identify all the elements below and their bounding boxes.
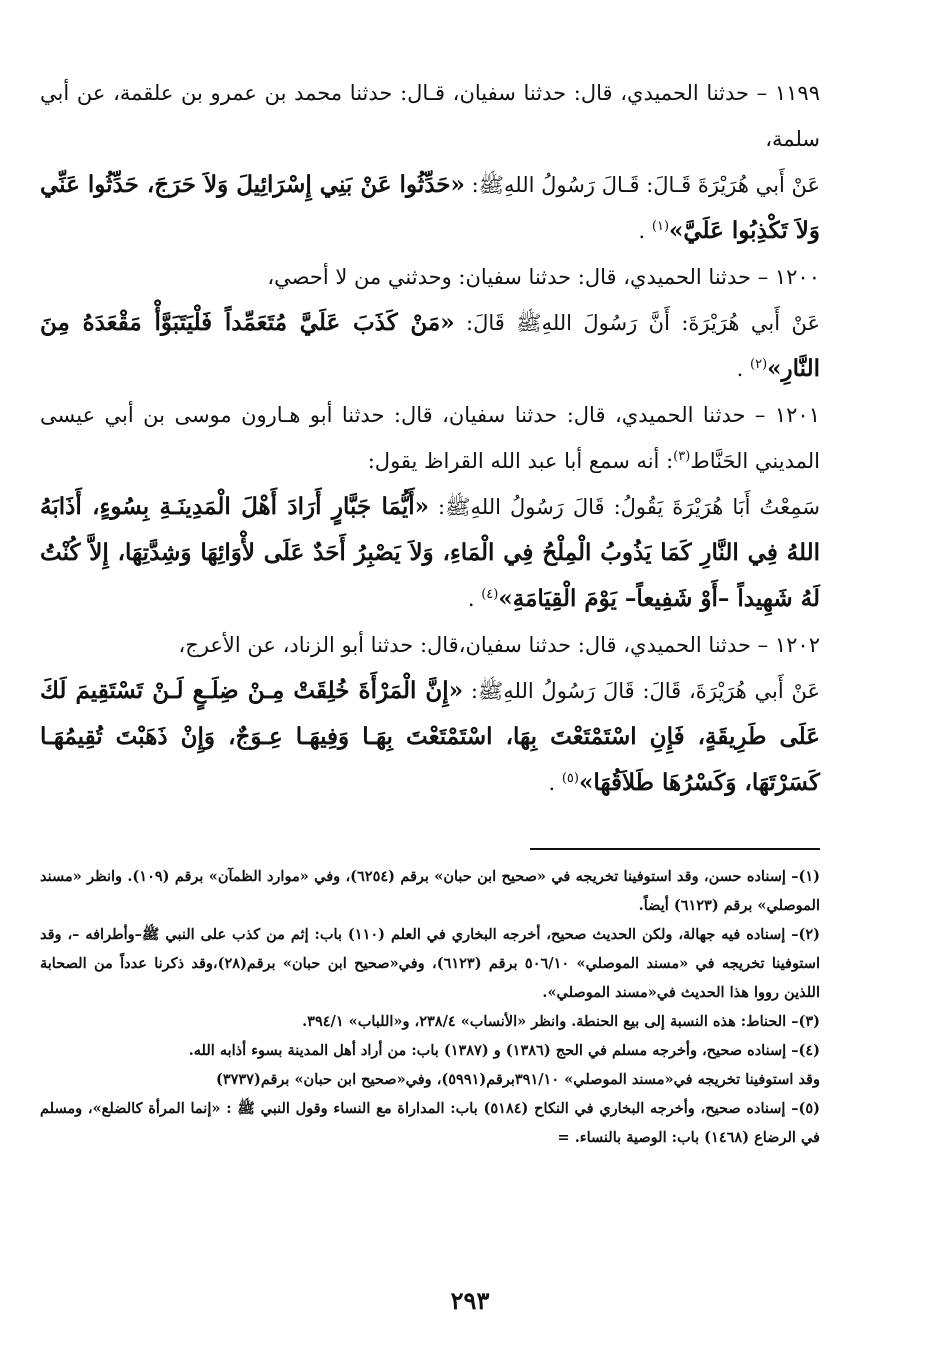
hadith-text: «حَدِّثُوا عَنْ بَنِي إِسْرَائِيلَ وَلاَ حَرَجَ، حَدِّثُوا عَنِّي وَلاَ تَكْذِبُوا عَلَيَّ» [40, 171, 820, 244]
footnote-ref: (٤) [481, 587, 499, 602]
footnote-2: (٢)– إسناده فيه جهالة، ولكن الحديث صحيح، أخرجه البخاري في العلم (١١٠) باب: إثم من كذب على النبي ﷺ–وأطرافه –، وقد استوفينا تخريجه في «مسند الموصلي» ٥٠٦/١٠ برقم (٦١٢٣)، وفي«صحيح ابن حبان» برقم(٢٨)،وقد ذكرنا عدداً من الصحابة اللذين رووا هذا الحديث في«مسند الموصلي». [40, 926, 820, 1001]
footnotes [40, 862, 820, 1152]
hadith-1199-matn [40, 162, 820, 254]
hadith-1199-isnad [40, 70, 820, 162]
narration-intro: عَنْ أَبي هُرَيْرَةَ، قَالَ: قَالَ رَسُولُ اللهِﷺ: [463, 679, 820, 703]
footnote-5: (٥)– إسناده صحيح، وأخرجه البخاري في النكاح (٥١٨٤) باب: المداراة مع النساء وقول النبي ﷺ : «إنما المرأة كالضلع»، ومسلم في الرضاع (١٤٦٨) باب: الوصية بالنساء. = [40, 1100, 820, 1146]
hadith-1201-matn [40, 484, 820, 622]
narration-intro: عَنْ أَبي هُرَيْرَةَ قَـالَ: قَـالَ رَسُولُ اللهِﷺ: [464, 173, 820, 197]
paragraph-text: ١٢٠١ – حدثنا الحميدي، قال: حدثنا سفيان، قال: حدثنا أبو هـارون موسى بن أبي عيسى المديني الحَنَّاط [40, 403, 820, 473]
hadith-text: «مَنْ كَذَبَ عَلَيَّ مُتَعَمِّداً فَلْيَتَبَوَّأْ مَقْعَدَهُ مِنَ النَّارِ» [40, 309, 820, 382]
hadith-1201-isnad [40, 392, 820, 484]
footnote-4-continued: وقد استوفينا تخريجه في«مسند الموصلي» ٣٩١/١٠برقم(٥٩٩١)، وفي«صحيح ابن حبان» برقم(٣٧٣٧) [215, 1071, 820, 1088]
hadith-1200-isnad [40, 254, 820, 300]
footnote-ref: (١) [651, 219, 670, 234]
sentence-end: . [467, 587, 482, 611]
narration-intro: سَمِعْتُ أَبَا هُرَيْرَةَ يَقُولُ: قَالَ رَسُولُ اللهِﷺ: [429, 495, 820, 519]
footnote-ref: (٢) [750, 357, 768, 372]
hadith-text: «إِنَّ الْمَرْأَةَ خُلِقَتْ مِـنْ ضِلَـعٍ لَـنْ تَسْتَقِيمَ لَكَ عَلَى طَرِيقَةٍ، فَإِنِ اسْتَمْتَعْتَ بِهَا، اسْتَمْتَعْتَ بِهَـا وَفِيهَـا عِـوَجٌ، وَإِنْ ذَهَبْتَ تُقِيمُهَـا كَسَرْتَهَا، وَكَسْرُهَا طَلاَقُهَا» [40, 677, 820, 796]
footnote-divider [530, 848, 820, 850]
paragraph-text-end: : أنه سمع أبا عبد الله القراظ يقول: [367, 449, 674, 473]
narration-intro: عَنْ أَبي هُرَيْرَةَ: أَنَّ رَسُولَ اللهِﷺ قَالَ: [454, 311, 821, 335]
footnote-ref: (٥) [561, 771, 579, 786]
hadith-1202-matn [40, 668, 820, 806]
footnote-ref: (٣) [673, 449, 691, 464]
paragraph-text: ١٢٠٢ – حدثنا الحميدي، قال: حدثنا سفيان،قال: حدثنا أبو الزناد، عن الأعرج، [178, 633, 820, 657]
footnote-3: (٣)– الحناط: هذه النسبة إلى بيع الحنطة. وانظر «الأنساب» ٢٣٨/٤، و«اللباب» ٣٩٤/١. [302, 1013, 820, 1030]
sentence-end: . [638, 219, 652, 243]
page-number: ٢٩٣ [450, 1286, 490, 1315]
footnote-1: (١)– إسناده حسن، وقد استوفينا تخريجه في «صحيح ابن حبان» برقم (٦٢٥٤)، وفي «موارد الظمآن» برقم (١٠٩). وانظر «مسند الموصلي» برقم (٦١٢٣) أيضاً. [40, 868, 820, 914]
footnote-4: (٤)– إسناده صحيح، وأخرجه مسلم في الحج (١٣٨٦) و (١٣٨٧) باب: من أراد أهل المدينة بسوء أذابه الله. [188, 1042, 820, 1059]
sentence-end: . [548, 771, 562, 795]
sentence-end: . [736, 357, 751, 381]
paragraph-text: ١٢٠٠ – حدثنا الحميدي، قال: حدثنا سفيان: وحدثني من لا أحصي، [267, 265, 820, 289]
hadith-1200-matn [40, 300, 820, 392]
hadith-text: «أَيُّمَا جَبَّارٍ أَرَادَ أَهْلَ الْمَدِينَـةِ بِسُوءٍ، أَذَابَهُ اللهُ فِي النَّارِ كَمَا يَذُوبُ الْمِلْحُ فِي الْمَاءِ، وَلاَ يَصْبِرُ أَحَدٌ عَلَى لأْوَائِهَا وَشِدَّتِهَا، إِلاَّ كُنْتُ لَهُ شَهِيداً –أَوْ شَفِيعاً– يَوْمَ الْقِيَامَةِ» [40, 493, 820, 612]
main-text [40, 70, 820, 806]
hadith-1202-isnad [40, 622, 820, 668]
paragraph-text: ١١٩٩ – حدثنا الحميدي، قال: حدثنا سفيان، قـال: حدثنا محمد بن عمرو بن علقمة، عن أبي سلمة، [40, 81, 820, 151]
